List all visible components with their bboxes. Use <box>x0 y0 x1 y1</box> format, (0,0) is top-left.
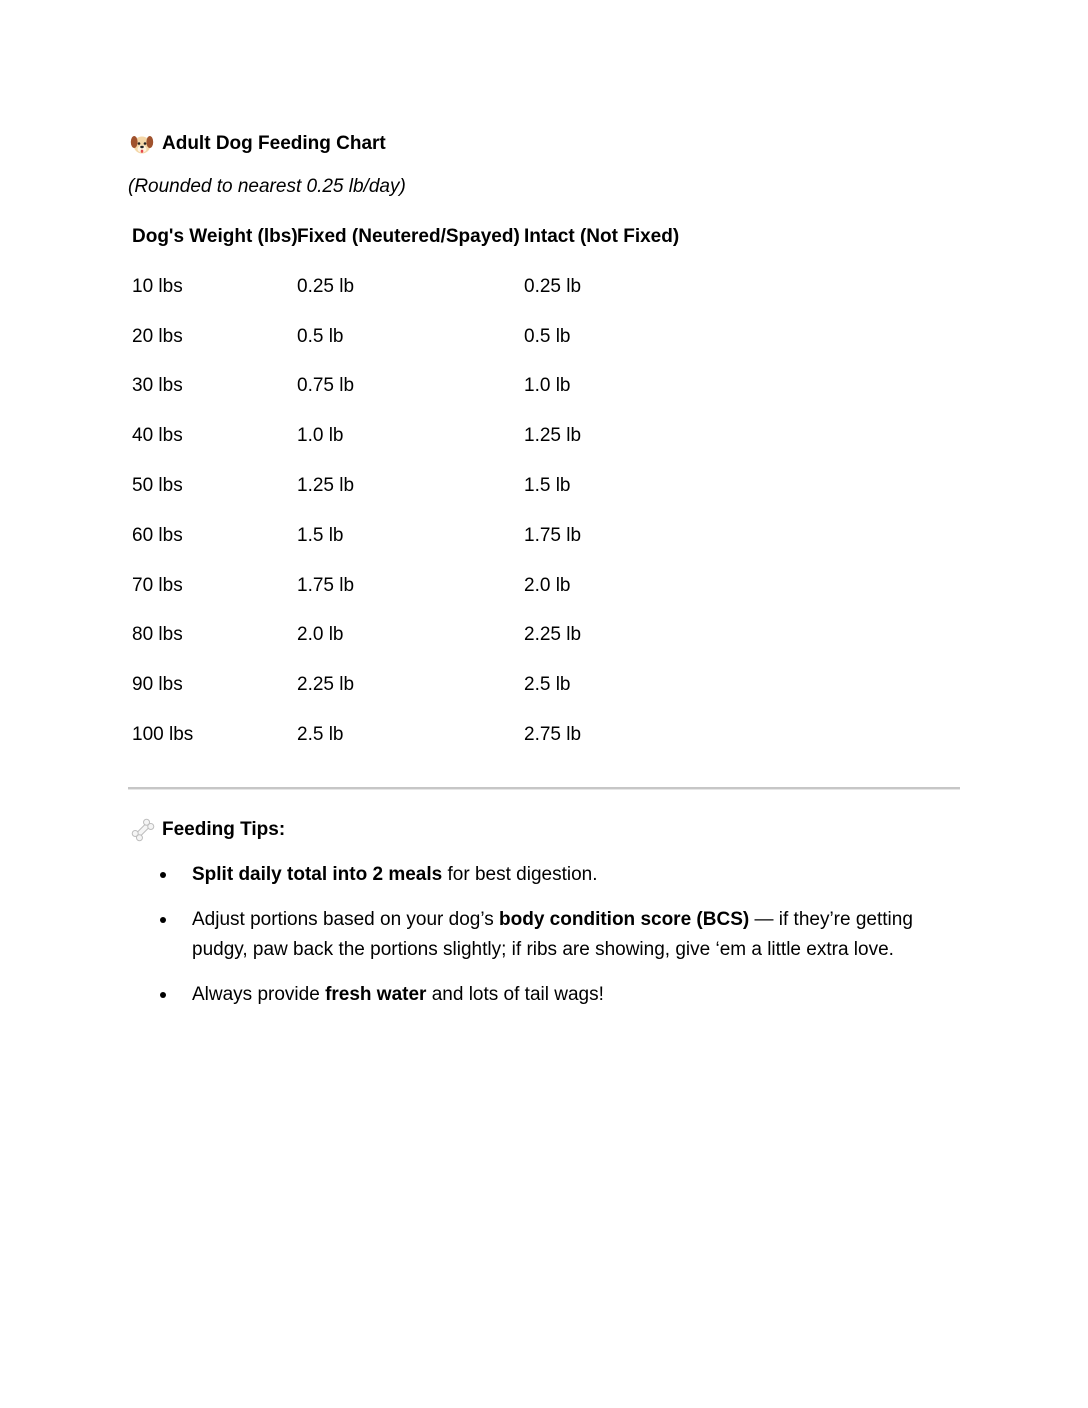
tip-text: Always provide <box>192 984 326 1005</box>
tip-bold: fresh water <box>325 984 427 1005</box>
header-weight: Dog's Weight (lbs) <box>132 226 298 247</box>
weight-cell: 20 lbs <box>132 325 183 347</box>
tip-bold: body condition score (BCS) <box>499 909 750 930</box>
table-row <box>132 274 832 324</box>
intact-cell: 2.5 lb <box>524 674 571 696</box>
table-row <box>132 622 832 672</box>
bone-icon <box>130 817 156 843</box>
table-row <box>132 573 832 623</box>
feeding-table <box>132 224 832 772</box>
chart-heading <box>130 130 386 158</box>
table-row <box>132 672 832 722</box>
fixed-cell: 1.0 lb <box>297 425 344 447</box>
intact-cell: 2.75 lb <box>524 723 582 745</box>
chart-title: Adult Dog Feeding Chart <box>162 133 386 154</box>
tip-text: Adjust portions based on your dog’s <box>192 909 500 930</box>
fixed-cell: 1.5 lb <box>297 524 344 546</box>
fixed-cell: 0.25 lb <box>297 275 355 297</box>
weight-cell: 80 lbs <box>132 624 183 646</box>
table-header-row <box>132 224 832 274</box>
fixed-cell: 0.5 lb <box>297 325 344 347</box>
fixed-cell: 2.5 lb <box>297 723 344 745</box>
intact-cell: 2.25 lb <box>524 624 582 646</box>
tip-text: for best digestion. <box>442 864 598 885</box>
intact-cell: 0.5 lb <box>524 325 571 347</box>
intact-cell: 1.5 lb <box>524 474 571 496</box>
table-row <box>132 523 832 573</box>
header-intact: Intact (Not Fixed) <box>524 226 680 247</box>
intact-cell: 1.0 lb <box>524 375 571 397</box>
list-item <box>160 860 940 890</box>
bullet-icon <box>160 917 166 923</box>
bullet-icon <box>160 992 166 998</box>
fixed-cell: 2.0 lb <box>297 624 344 646</box>
dog-face-icon <box>130 132 154 156</box>
table-row <box>132 722 832 772</box>
tips-heading <box>130 816 285 844</box>
weight-cell: 30 lbs <box>132 375 183 397</box>
fixed-cell: 2.25 lb <box>297 674 355 696</box>
tip-text: and lots of tail wags! <box>426 984 604 1005</box>
tip-text: — if they’re getting pudgy, paw back the portions slightly; if ribs are showing, give ‘em a little extra love. <box>192 909 913 960</box>
weight-cell: 90 lbs <box>132 674 183 696</box>
intact-cell: 1.75 lb <box>524 524 582 546</box>
bullet-icon <box>160 872 166 878</box>
table-row <box>132 373 832 423</box>
tips-title: Feeding Tips: <box>162 819 286 840</box>
weight-cell: 40 lbs <box>132 425 183 447</box>
table-row <box>132 473 832 523</box>
tip-bold: Split daily total into 2 meals <box>192 864 443 885</box>
intact-cell: 0.25 lb <box>524 275 582 297</box>
horizontal-divider <box>128 787 960 790</box>
table-row <box>132 324 832 374</box>
table-row <box>132 423 832 473</box>
intact-cell: 2.0 lb <box>524 574 571 596</box>
weight-cell: 100 lbs <box>132 723 194 745</box>
fixed-cell: 0.75 lb <box>297 375 355 397</box>
intact-cell: 1.25 lb <box>524 425 582 447</box>
weight-cell: 60 lbs <box>132 524 183 546</box>
tips-list <box>160 860 940 1025</box>
fixed-cell: 1.25 lb <box>297 474 355 496</box>
weight-cell: 70 lbs <box>132 574 183 596</box>
weight-cell: 10 lbs <box>132 275 183 297</box>
fixed-cell: 1.75 lb <box>297 574 355 596</box>
list-item <box>160 905 940 965</box>
chart-subtitle: (Rounded to nearest 0.25 lb/day) <box>128 176 406 197</box>
weight-cell: 50 lbs <box>132 474 183 496</box>
header-fixed: Fixed (Neutered/Spayed) <box>297 226 520 247</box>
list-item <box>160 980 940 1010</box>
